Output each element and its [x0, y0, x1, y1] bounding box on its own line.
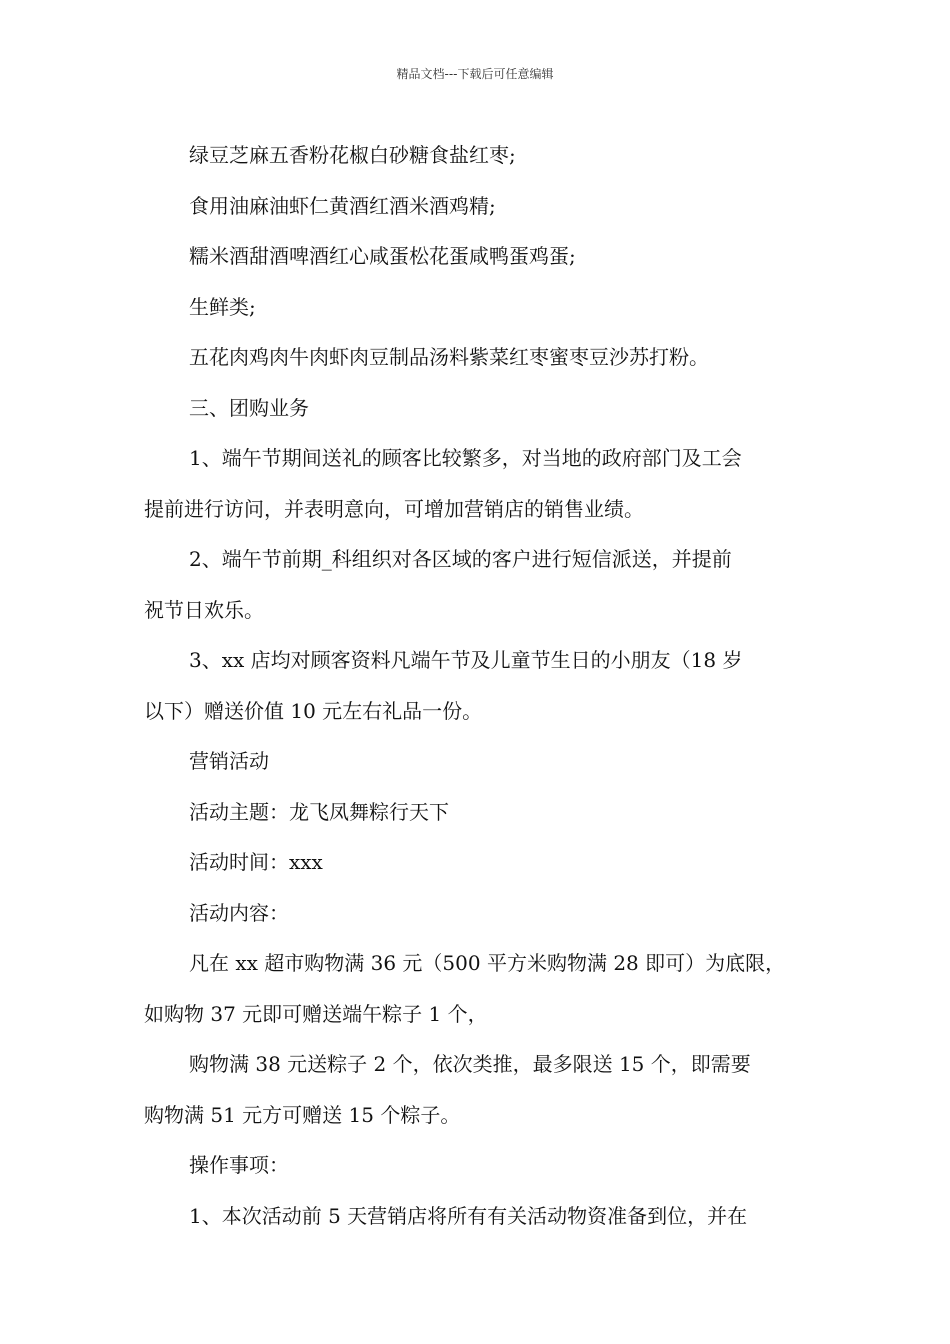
- paragraph: [144, 635, 816, 736]
- paragraph: [144, 130, 816, 181]
- page-header: 精品文档---下载后可任意编辑: [396, 67, 554, 81]
- paragraph: [144, 534, 816, 635]
- paragraph: [144, 736, 816, 787]
- text-line: 营销活动: [189, 749, 269, 773]
- paragraph: [144, 938, 816, 1039]
- paragraph: [144, 433, 816, 534]
- paragraph: [144, 787, 816, 838]
- text-line: 以下）赠送价值 10 元左右礼品一份。: [144, 698, 483, 723]
- text-line: 五花肉鸡肉牛肉虾肉豆制品汤料紫菜红枣蜜枣豆沙苏打粉。: [189, 345, 709, 369]
- paragraph: [144, 837, 816, 888]
- paragraph: [144, 1140, 816, 1191]
- text-line: 活动内容：: [189, 900, 289, 925]
- text-line: 2、端午节前期_科组织对各区域的客户进行短信派送，并提前: [189, 547, 732, 571]
- paragraph: [144, 282, 816, 333]
- text-line: 凡在 xx 超市购物满 36 元（500 平方米购物满 28 即可）为底限，: [189, 951, 786, 975]
- text-line: 如购物 37 元即可赠送端午粽子 1 个，: [144, 1001, 488, 1026]
- text-line: 三、团购业务: [189, 395, 309, 420]
- text-line: 操作事项：: [189, 1153, 289, 1177]
- paragraph: [144, 383, 816, 434]
- text-line: 生鲜类;: [189, 294, 256, 319]
- text-line: 1、本次活动前 5 天营销店将所有有关活动物资准备到位，并在: [189, 1203, 748, 1228]
- text-line: 1、端午节期间送礼的顾客比较繁多，对当地的政府部门及工会: [189, 446, 742, 470]
- paragraph: [144, 1039, 816, 1140]
- paragraph: [144, 1191, 816, 1242]
- text-line: 购物满 51 元方可赠送 15 个粽子。: [144, 1102, 461, 1127]
- text-line: 绿豆芝麻五香粉花椒白砂糖食盐红枣;: [189, 143, 516, 167]
- document-body: [144, 130, 816, 1241]
- paragraph: [144, 332, 816, 383]
- text-line: 祝节日欢乐。: [144, 597, 264, 622]
- text-line: 食用油麻油虾仁黄酒红酒米酒鸡精;: [189, 193, 496, 218]
- text-line: 购物满 38 元送粽子 2 个，依次类推，最多限送 15 个，即需要: [189, 1052, 751, 1076]
- text-line: 提前进行访问，并表明意向，可增加营销店的销售业绩。: [144, 496, 644, 521]
- text-line: 活动时间：xxx: [189, 850, 323, 874]
- text-line: 糯米酒甜酒啤酒红心咸蛋松花蛋咸鸭蛋鸡蛋;: [189, 244, 576, 268]
- paragraph: [144, 181, 816, 232]
- paragraph: [144, 231, 816, 282]
- paragraph: [144, 888, 816, 939]
- text-line: 3、xx 店均对顾客资料凡端午节及儿童节生日的小朋友（18 岁: [189, 648, 743, 672]
- text-line: 活动主题：龙飞凤舞粽行天下: [189, 799, 449, 824]
